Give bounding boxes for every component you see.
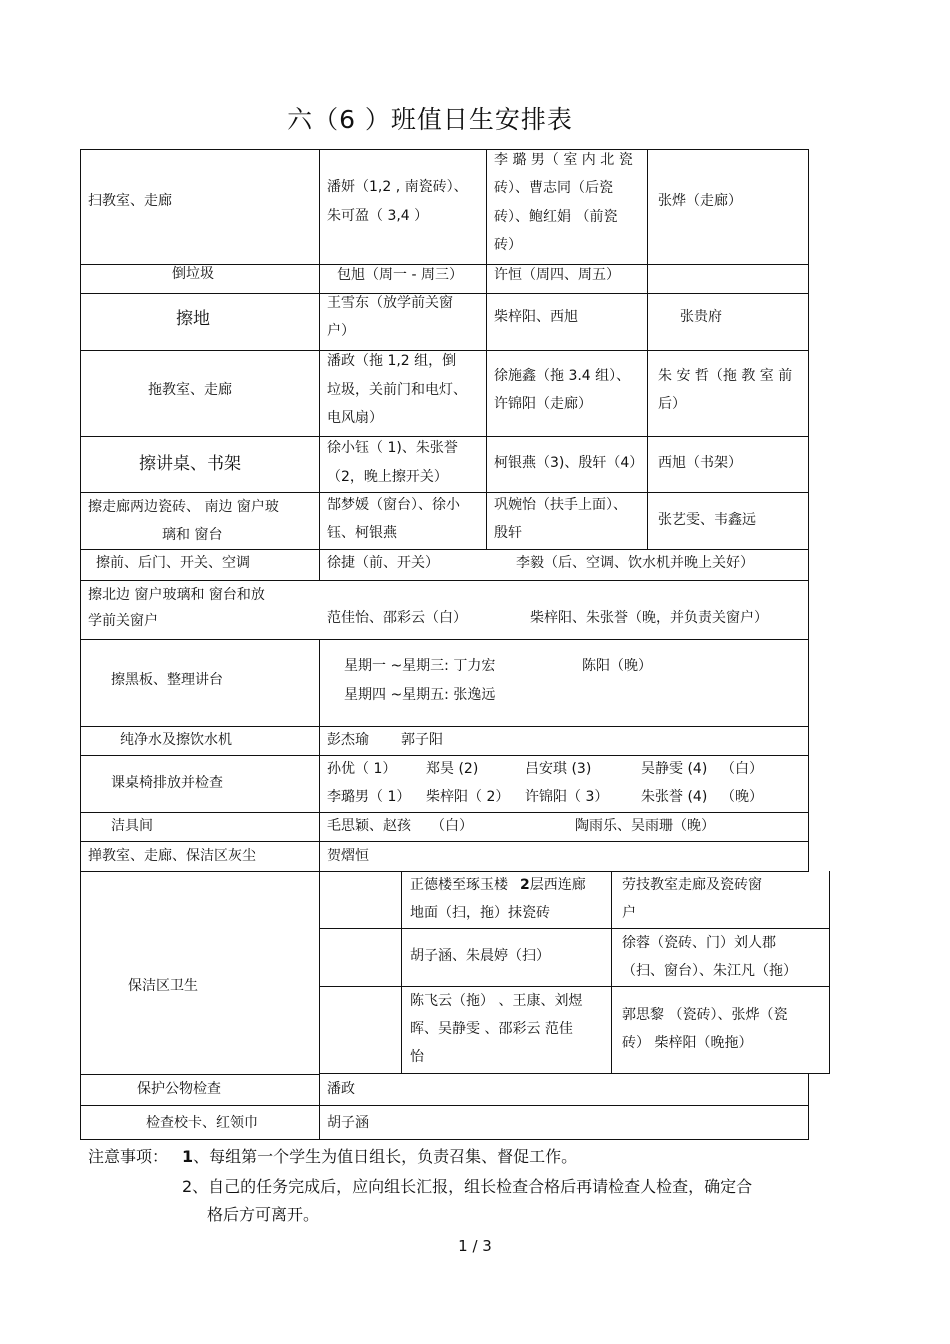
assignee-cell: 毛思颖、赵孩	[327, 818, 411, 834]
assignee-cell: 许恒（周四、周五）	[494, 267, 620, 283]
assignee-line: （2，晚上擦开关）	[327, 469, 448, 485]
note-number: 1	[182, 1147, 194, 1166]
assignee-cell: 潘政	[327, 1081, 355, 1097]
note-text: 、每组第一个学生为值日组长，负责召集、督促工作。	[193, 1147, 578, 1166]
assignee-line: 潘政（拖 1,2 组，倒	[327, 353, 457, 369]
table-rule	[611, 871, 612, 1074]
table-rule	[320, 1073, 830, 1074]
table-rule	[647, 149, 648, 293]
assignee-cell: 郭子阳	[401, 732, 443, 748]
assignee-cell: 陶雨乐、吴雨珊（晚）	[575, 818, 715, 834]
assignee-line: 郜梦媛（窗台）、徐小	[327, 497, 460, 513]
area-heading: 户	[622, 905, 636, 921]
task-label: 保护公物检查	[137, 1081, 221, 1097]
assignee-cell: 孙优（ 1）	[327, 761, 397, 777]
area-heading-part: 2	[520, 877, 530, 893]
table-rule	[829, 871, 830, 1074]
assignee-line: 潘妍（1,2 , 南瓷砖）、	[327, 179, 468, 195]
assignee-cell: 张烨（走廊）	[658, 193, 742, 209]
table-rule	[80, 639, 808, 640]
assignee-line: 砖） 柴梓阳（晚拖）	[622, 1035, 753, 1051]
assignee-cell: 朱张誉 (4)	[641, 789, 708, 805]
task-label: 擦黑板、整理讲台	[111, 672, 223, 688]
assignee-line: 徐小钰（ 1)、朱张誉	[327, 440, 458, 456]
note-2: 2、自己的任务完成后，应向组长汇报，组长检查合格后再请检查人检查，确定合	[182, 1177, 753, 1196]
task-label: 扫教室、走廊	[88, 193, 172, 209]
assignee-line: 砖）、鲍红娟 （前瓷	[494, 209, 618, 225]
assignee-cell: 柯银燕（3)、殷轩（4）	[494, 455, 644, 471]
task-label: 洁具间	[111, 818, 153, 834]
assignee-cell: 西旭（书架）	[658, 455, 742, 471]
area-heading	[410, 871, 586, 899]
assignee-cell: 许锦阳（ 3）	[525, 789, 609, 805]
assignee-line: 殷轩	[494, 525, 522, 541]
area-heading: 地面（扫，拖）抹瓷砖	[410, 905, 550, 921]
assignee-cell: 李璐男（ 1）	[327, 789, 411, 805]
assignee-cell: （白）	[431, 818, 473, 834]
assignee-cell: 范佳怡、邵彩云（白）	[327, 610, 467, 626]
schedule-line: 星期一 ~星期三: 丁力宏	[344, 658, 496, 674]
table-rule	[319, 149, 320, 581]
note-1	[182, 1143, 577, 1171]
assignee-cell: 柴梓阳、朱张誉（晚，并负责关窗户）	[530, 610, 768, 626]
assignee-line: 砖）、曹志同（后瓷	[494, 180, 613, 196]
table-rule	[486, 149, 487, 549]
page-number: 1 / 3	[458, 1237, 492, 1255]
table-rule	[808, 149, 809, 872]
task-label-line: 学前关窗户	[88, 613, 158, 629]
schedule-line: 星期四 ~星期五: 张逸远	[344, 687, 496, 703]
assignee-line: 李 璐 男（ 室 内 北 瓷	[494, 152, 633, 168]
assignee-line: （扫、窗台）、朱江凡（拖）	[622, 963, 797, 979]
note-2-continued: 格后方可离开。	[207, 1205, 320, 1224]
table-rule	[647, 293, 648, 549]
task-label-line: 擦走廊两边瓷砖、 南边 窗户玻	[88, 499, 279, 515]
table-rule	[80, 1105, 808, 1106]
assignee-cell: 柴梓阳（ 2）	[426, 789, 510, 805]
table-rule	[80, 149, 81, 1140]
area-heading-part: 层西连廊	[529, 877, 586, 893]
assignee-cell: 吴静雯 (4)	[641, 761, 708, 777]
assignee-line: 徐蓉（瓷砖、门）刘人郡	[622, 935, 776, 951]
assignee-line: 陈飞云（拖） 、王康、刘煜	[410, 993, 583, 1009]
assignee-cell: 包旭（周一 - 周三）	[337, 267, 463, 283]
assignee-cell: （晚）	[721, 789, 763, 805]
assignee-cell: 张艺雯、韦鑫远	[658, 512, 756, 528]
assignee-line: 巩婉怡（扶手上面）、	[494, 497, 627, 513]
assignee-cell: 胡子涵、朱晨婷（扫）	[410, 948, 550, 964]
assignee-line: 晖、吴静雯 、邵彩云 范佳	[410, 1021, 573, 1037]
assignee-line: 徐施鑫（拖 3.4 组）、	[494, 368, 631, 384]
area-heading: 劳技教室走廊及瓷砖窗	[622, 877, 762, 893]
table-rule	[80, 1139, 808, 1140]
assignee-line: 王雪东（放学前关窗	[327, 295, 453, 311]
task-label: 检查校卡、红领巾	[146, 1115, 258, 1131]
table-rule	[319, 639, 320, 1140]
assignee-cell: 彭杰瑜	[327, 732, 369, 748]
assignee-cell: 贺熠恒	[327, 848, 369, 864]
assignee-line: 户）	[327, 323, 355, 339]
task-label-line: 擦北边 窗户玻璃和 窗台和放	[88, 587, 265, 603]
assignee-cell: 张贵府	[680, 309, 722, 325]
assignee-cell: 李毅（后、空调、饮水机并晚上关好）	[516, 555, 754, 571]
table-rule	[808, 1074, 809, 1140]
assignee-cell: 柴梓阳、西旭	[494, 309, 578, 325]
task-label: 擦前、后门、开关、空调	[96, 555, 250, 571]
assignee-line: 郭思黎 （瓷砖）、张烨（瓷	[622, 1007, 788, 1023]
assignee-line: 砖）	[494, 237, 522, 253]
assignee-line: 垃圾，关前门和电灯、	[327, 382, 467, 398]
area-heading-part: 正德楼至琢玉楼	[410, 877, 508, 893]
assignee-line: 怡	[410, 1049, 424, 1065]
task-label-line: 璃和 窗台	[162, 527, 223, 543]
task-label: 掸教室、走廊、保洁区灰尘	[88, 848, 256, 864]
assignee-cell: 郑昊 (2)	[426, 761, 479, 777]
assignee-cell: 胡子涵	[327, 1115, 369, 1131]
table-rule	[80, 149, 808, 150]
task-label: 擦讲桌、书架	[139, 454, 241, 474]
task-label: 拖教室、走廊	[148, 382, 232, 398]
task-label: 课桌椅排放并检查	[111, 775, 223, 791]
page-title: 六（6 ）班值日生安排表	[287, 105, 573, 134]
task-label: 保洁区卫生	[128, 978, 198, 994]
assignee-cell: （白）	[721, 761, 763, 777]
task-label: 纯净水及擦饮水机	[120, 732, 232, 748]
assignee-cell: 徐捷（前、开关）	[327, 555, 439, 571]
task-label: 擦地	[176, 309, 210, 329]
schedule-line: 陈阳（晚）	[582, 658, 652, 674]
assignee-line: 朱可盈（ 3,4 ）	[327, 208, 429, 224]
task-label: 倒垃圾	[172, 266, 214, 282]
notes-label: 注意事项：	[88, 1147, 169, 1166]
assignee-cell: 吕安琪 (3)	[525, 761, 592, 777]
table-rule	[401, 871, 402, 1074]
assignee-line: 朱 安 哲（拖 教 室 前	[658, 368, 793, 384]
assignee-line: 电风扇）	[327, 410, 383, 426]
assignee-line: 后）	[658, 396, 686, 412]
assignee-line: 许锦阳（走廊）	[494, 396, 592, 412]
assignee-line: 钰、柯银燕	[327, 525, 397, 541]
